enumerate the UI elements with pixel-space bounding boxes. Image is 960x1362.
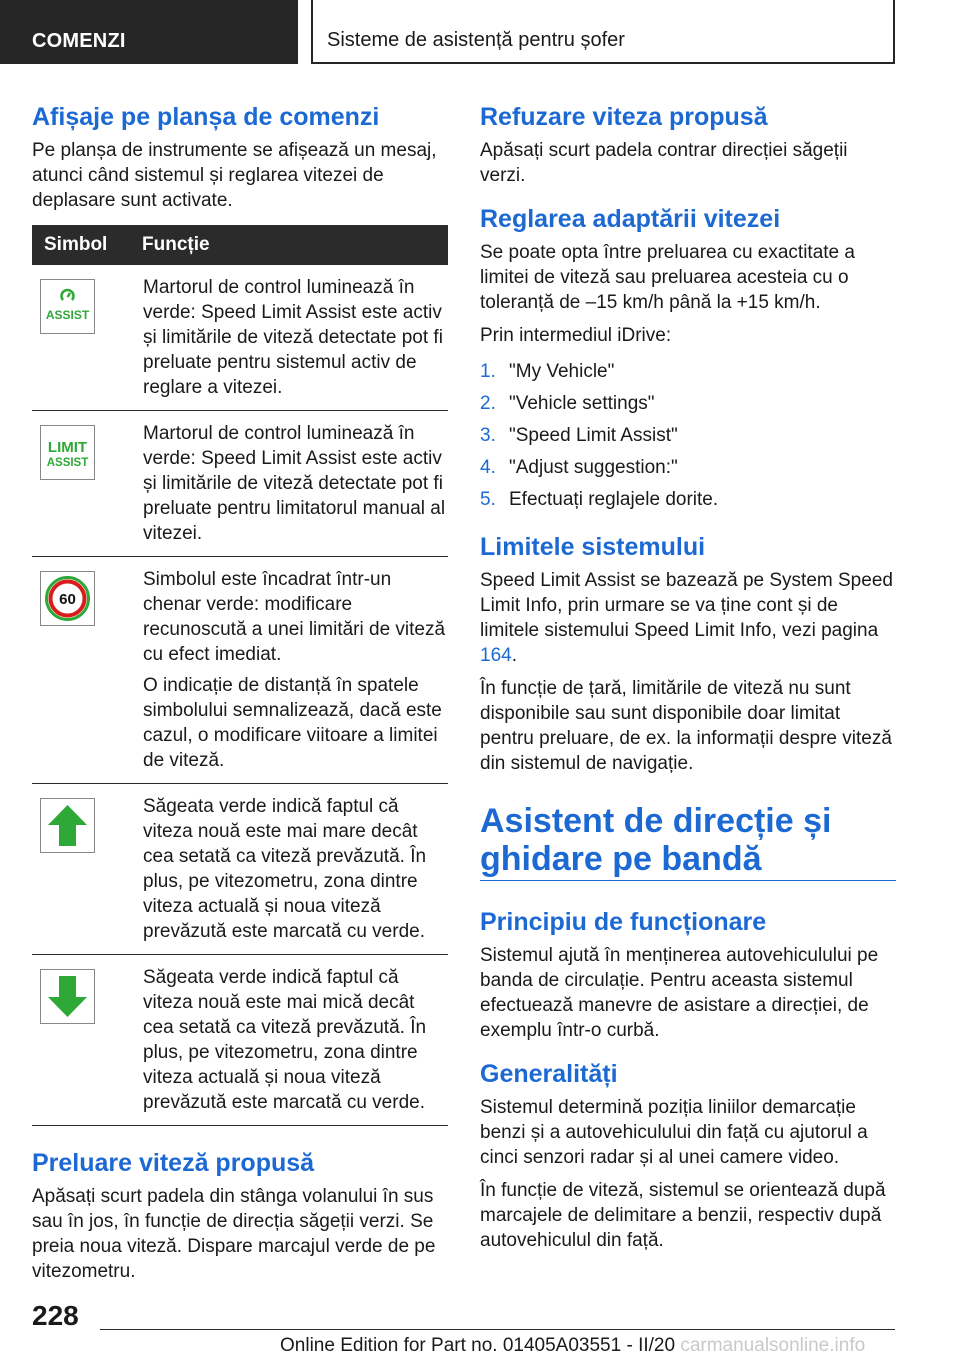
- general-paragraph-2: În funcție de viteză, sistemul se orientează după marcajele de delimitare a benzii, respectiv după autovehiculul din față.: [480, 1180, 886, 1251]
- page-link[interactable]: 164: [480, 645, 512, 666]
- table-row: [32, 784, 448, 955]
- principle-paragraph: Sistemul ajută în menținerea autovehiculului pe banda de circulație. Pentru aceasta sistemul efectuează manevre de asistare a direcției, de exemplu într-o curbă.: [480, 945, 879, 1041]
- row-text: Săgeata verde indică faptul că viteza nouă este mai mare decât cea setată ca viteză prevăzută. În plus, pe vitezometru, zona dintre viteza actuală și noua viteză prevăzută este marcată cu verde.: [143, 796, 427, 942]
- assist-icon-text: ASSIST: [46, 457, 89, 469]
- step-text: "Adjust suggestion:": [509, 457, 678, 478]
- header-section-tab: [0, 0, 298, 64]
- limits-paragraph: [480, 568, 896, 668]
- table-row: [32, 557, 448, 784]
- speed-limit-value: 60: [59, 591, 76, 608]
- list-item: [480, 420, 896, 452]
- limit-icon-text: LIMIT: [47, 439, 88, 456]
- arrow-up-icon: [40, 798, 95, 853]
- list-item: [480, 356, 896, 388]
- principle-heading: Principiu de funcționare: [480, 908, 767, 936]
- table-row: [32, 265, 448, 411]
- edition-text: Online Edition for Part no. 01405A03551 - II/20: [280, 1335, 676, 1356]
- row-text: Simbolul este încadrat într-un chenar verde: modificare recunoscută a unei limitări de viteză cu efect imediat.: [143, 569, 446, 665]
- reject-paragraph: Apăsați scurt padela contrar direcției săgeții verzi.: [480, 140, 848, 186]
- step-text: Efectuați reglajele dorite.: [509, 489, 719, 510]
- table-header: [32, 225, 448, 265]
- col-symbol-header: Simbol: [44, 234, 108, 255]
- accept-heading: Preluare viteză propusă: [32, 1149, 315, 1177]
- reject-heading: Refuzare viteza propusă: [480, 103, 768, 131]
- table-row: [32, 411, 448, 557]
- list-item: [480, 452, 896, 484]
- assist-icon-text: ASSIST: [45, 308, 90, 322]
- list-item: [480, 388, 896, 420]
- speed-limit-60-icon: [40, 571, 95, 626]
- limit-assist-icon: [40, 425, 95, 480]
- step-text: "Vehicle settings": [509, 393, 655, 414]
- arrow-down-icon: [40, 969, 95, 1024]
- adjust-paragraph: Se poate opta între preluarea cu exactitate a limitei de viteză sau preluarea acesteia cu o toleranță de –15 km/h până la +15 km/h.: [480, 242, 855, 313]
- step-number: 1.: [480, 361, 496, 382]
- page-number: 228: [32, 1300, 79, 1331]
- idrive-paragraph: Prin intermediul iDrive:: [480, 325, 672, 346]
- step-number: 4.: [480, 457, 496, 478]
- step-number: 5.: [480, 489, 496, 510]
- symbol-table: [32, 225, 448, 1126]
- idrive-steps: [480, 356, 896, 516]
- adjust-heading: Reglarea adaptării vitezei: [480, 205, 781, 233]
- table-row: [32, 955, 448, 1126]
- header-chapter-tab: [311, 0, 895, 64]
- footer-edition: [280, 1335, 865, 1357]
- step-text: "Speed Limit Assist": [509, 425, 678, 446]
- row-text-extra: O indicație de distanță în spatele simbolului semnalizează, dacă este cazul, o modificare viitoare a limitei de viteză.: [143, 675, 442, 771]
- limits-paragraph-2: În funcție de țară, limitările de viteză nu sunt disponibile sau sunt disponibile doar limitat pentru preluare, de ex. la informații despre viteză din sistemul de navigație.: [480, 678, 892, 774]
- general-paragraph: Sistemul determină poziția liniilor demarcație benzi și a autovehiculului din față cu ajutorul a cinci senzori radar și al unei camere video.: [480, 1097, 868, 1168]
- row-text: Martorul de control luminează în verde: Speed Limit Assist este activ și limitările de viteză detectate pot fi preluate pentru sistemul activ de reglare a vitezei.: [143, 277, 443, 398]
- right-column: [480, 100, 896, 1261]
- header-chapter-label: Sisteme de asistență pentru șofer: [327, 29, 625, 51]
- main-section-heading: Asistent de direcție și ghidare pe bandă: [480, 802, 896, 881]
- left-column: [32, 100, 448, 1292]
- limits-text: Speed Limit Assist se bazează pe System Speed Limit Info, prin urmare se va ține cont și de limitele sistemului Speed Limit Info, vezi pagina: [480, 570, 893, 641]
- list-item: [480, 484, 896, 516]
- header-section-label: COMENZI: [32, 30, 126, 52]
- step-number: 2.: [480, 393, 496, 414]
- footer-divider: [100, 1329, 895, 1330]
- row-text: Săgeata verde indică faptul că viteza nouă este mai mică decât cea setată ca viteză prevăzută. În plus, pe vitezometru, zona dintre viteza actuală și noua viteză prevăzută este marcată cu verde.: [143, 967, 427, 1113]
- general-heading: Generalități: [480, 1060, 618, 1088]
- step-text: "My Vehicle": [509, 361, 615, 382]
- assist-icon: [40, 279, 95, 334]
- watermark-text: carmanualsonline.info: [680, 1335, 866, 1356]
- col-function-header: Funcție: [142, 234, 210, 255]
- step-number: 3.: [480, 425, 496, 446]
- accept-paragraph: Apăsați scurt padela din stânga volanului în sus sau în jos, în funcție de direcția săgeții verzi. Se preia noua viteză. Dispare marcajul verde de pe vitezometru.: [32, 1186, 436, 1282]
- display-paragraph: Pe planșa de instrumente se afișează un mesaj, atunci când sistemul și reglarea vitezei de deplasare sunt activate.: [32, 140, 437, 211]
- display-heading: Afișaje pe planșa de comenzi: [32, 103, 380, 131]
- row-text: Martorul de control luminează în verde: Speed Limit Assist este activ și limitările de viteză detectate pot fi preluate pentru limitatorul manual al vitezei.: [143, 423, 446, 544]
- limits-heading: Limitele sistemului: [480, 533, 706, 561]
- limits-text-end: .: [511, 645, 517, 666]
